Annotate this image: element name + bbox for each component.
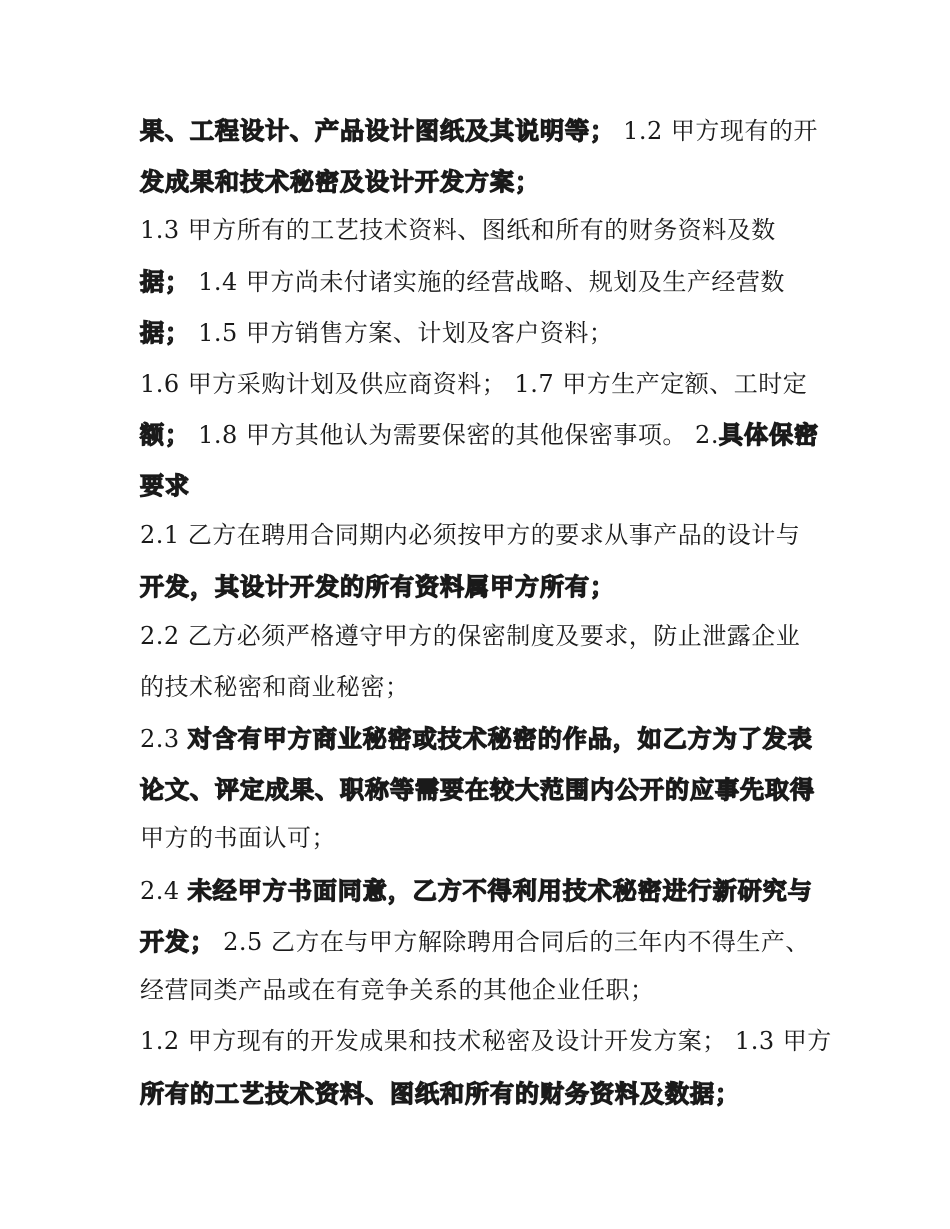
text-segment: 甲方的书面认可；: [140, 824, 336, 852]
text-line: [140, 162, 540, 202]
text-segment: 具体保密: [718, 421, 819, 449]
text-line: [140, 667, 410, 707]
text-segment: 果、工程设计、产品设计图纸及其说明等；: [140, 117, 615, 145]
text-line: [140, 1021, 832, 1061]
text-segment: 所有的工艺技术资料、图纸和所有的财务资料及数据；: [140, 1080, 740, 1108]
text-segment: 据；: [140, 268, 190, 296]
text-segment: 经营同类产品或在有竞争关系的其他企业任职；: [140, 976, 655, 1004]
text-line: [140, 1074, 740, 1114]
text-line: [140, 770, 815, 810]
text-segment: 1.2 甲方现有的开发成果和技术秘密及设计开发方案； 1.3 甲方: [140, 1027, 832, 1055]
text-line: [140, 922, 810, 962]
text-segment: 2.3: [140, 725, 188, 753]
text-segment: 额；: [140, 421, 190, 449]
text-segment: 1.4 甲方尚未付诸实施的经营战略、规划及生产经营数: [190, 268, 785, 296]
text-segment: 1.6 甲方采购计划及供应商资料； 1.7 甲方生产定额、工时定: [140, 370, 808, 398]
text-segment: 开发；: [140, 928, 215, 956]
text-segment: 开发，其设计开发的所有资料属甲方所有；: [140, 573, 615, 601]
text-line: [140, 515, 800, 555]
text-segment: 2.4: [140, 877, 188, 905]
text-segment: 1.3 甲方所有的工艺技术资料、图纸和所有的财务资料及数: [140, 216, 776, 244]
text-line: [140, 871, 813, 911]
text-segment: 2.5 乙方在与甲方解除聘用合同后的三年内不得生产、: [215, 928, 810, 956]
text-segment: 发成果和技术秘密及设计开发方案；: [140, 168, 540, 196]
text-segment: 1.5 甲方销售方案、计划及客户资料；: [190, 319, 614, 347]
text-line: [140, 616, 800, 656]
text-segment: 1.8 甲方其他认为需要保密的其他保密事项。 2.: [190, 421, 719, 449]
text-segment: 2.1 乙方在聘用合同期内必须按甲方的要求从事产品的设计与: [140, 521, 801, 549]
text-line: [140, 210, 776, 250]
text-line: [140, 719, 813, 759]
text-line: [140, 262, 785, 302]
text-line: [140, 818, 336, 858]
text-line: [140, 111, 818, 151]
text-segment: 2.2 乙方必须严格遵守甲方的保密制度及要求，防止泄露企业: [140, 622, 801, 650]
text-segment: 据；: [140, 319, 190, 347]
text-segment: 1.2 甲方现有的开: [615, 117, 818, 145]
text-segment: 未经甲方书面同意，乙方不得利用技术秘密进行新研究与: [187, 877, 813, 905]
text-segment: 论文、评定成果、职称等需要在较大范围内公开的应事先取得: [140, 776, 815, 804]
text-line: [140, 466, 190, 506]
text-line: [140, 970, 655, 1010]
text-segment: 的技术秘密和商业秘密；: [140, 673, 410, 701]
text-segment: 要求: [140, 472, 190, 500]
text-line: [140, 415, 819, 455]
text-segment: 对含有甲方商业秘密或技术秘密的作品，如乙方为了发表: [187, 725, 813, 753]
text-line: [140, 567, 615, 607]
text-line: [140, 313, 613, 353]
text-line: [140, 364, 807, 404]
